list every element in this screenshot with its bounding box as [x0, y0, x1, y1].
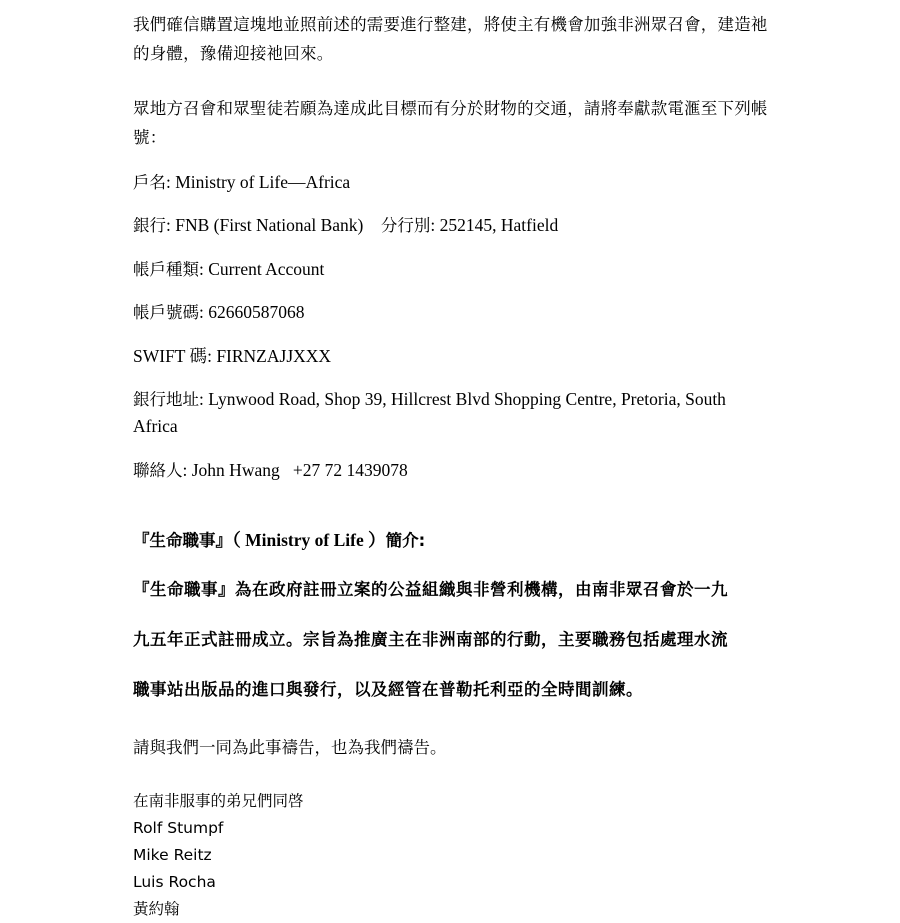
intro-heading — [133, 526, 770, 555]
bank-detail-row — [133, 212, 770, 239]
bank-label: 銀行 — [133, 216, 166, 235]
bank-value: John Hwang — [191, 459, 280, 480]
bank-value: FIRNZAJJXXX — [216, 345, 332, 366]
intro-line-2: 九五年正式註冊成立。宗旨為推廣主在非洲南部的行動，主要職務包括處理水流 — [133, 630, 728, 649]
bank-value: 62660587068 — [208, 302, 305, 322]
bank-colon: : — [199, 389, 209, 409]
bank-colon: : — [166, 171, 176, 192]
bank-extra-label: 分行別 — [380, 216, 431, 235]
bank-label: 戶名 — [133, 172, 166, 192]
bank-colon: : — [199, 302, 209, 322]
bank-colon: : — [166, 215, 176, 235]
signatory-name: Mike Reitz — [133, 846, 212, 864]
closing-line: 請與我們一同為此事禱告，也為我們禱告。 — [133, 738, 447, 757]
paragraph-2: 眾地方召會和眾聖徒若願為達成此目標而有分於財物的交通，請將奉獻款電滙至下列帳號： — [133, 99, 768, 147]
bank-extra-colon: : — [430, 215, 440, 235]
bank-colon: : — [199, 258, 209, 279]
bank-detail-row — [133, 169, 770, 196]
bank-label: 聯絡人 — [133, 460, 183, 480]
signature-intro: 在南非服事的弟兄們同啓 — [133, 792, 304, 810]
intro-line-1: 『生命職事』為在政府註冊立案的公益組織與非營利機構，由南非眾召會於一九 — [133, 580, 728, 599]
bank-value: FNB (First National Bank) — [175, 215, 364, 235]
bank-label: 帳戶種類 — [133, 259, 199, 279]
signatory-name: 黃約翰 — [133, 900, 180, 918]
intro-heading-post: 簡介: — [385, 531, 426, 550]
bank-value: Lynwood Road, Shop 39, Hillcrest Blvd Shopping Centre, Pretoria, South Africa — [133, 389, 726, 436]
bank-detail-row — [133, 299, 770, 326]
bank-colon: : — [207, 345, 217, 366]
bank-colon: : — [182, 459, 192, 480]
bank-value: Ministry of Life—Africa — [175, 171, 351, 192]
bank-detail-row — [133, 386, 770, 440]
bank-phone: +27 72 1439078 — [292, 459, 408, 480]
paragraph-gap-2 — [133, 500, 770, 526]
paragraph-gap-1 — [133, 68, 770, 94]
signature-gap — [133, 762, 770, 788]
bank-label: SWIFT 碼 — [133, 345, 208, 366]
bank-label: 銀行地址 — [133, 390, 199, 409]
bank-extra-value: 252145, Hatfield — [439, 215, 559, 235]
paragraph-1: 我們確信購置這塊地並照前述的需要進行整建，將使主有機會加強非洲眾召會，建造祂的身體，豫備迎接祂回來。 — [133, 15, 768, 63]
bank-details-block — [133, 169, 770, 484]
closing-gap — [133, 715, 770, 733]
intro-line-3: 職事站出版品的進口與發行，以及經管在普勒托利亞的全時間訓練。 — [133, 680, 643, 699]
signatory-name: Rolf Stumpf — [133, 819, 224, 837]
bank-detail-row — [133, 457, 770, 484]
bank-value: Current Account — [208, 258, 325, 279]
bank-detail-row — [133, 256, 770, 283]
intro-heading-latin: （ Ministry of Life ） — [232, 530, 386, 550]
intro-heading-pre: 『生命職事』 — [133, 531, 232, 550]
signatory-name: Luis Rocha — [133, 873, 216, 891]
bank-spacing — [363, 215, 381, 235]
bank-label: 帳戶號碼 — [133, 303, 199, 322]
bank-detail-row — [133, 343, 770, 370]
intro-gap — [133, 555, 770, 565]
bank-spacing — [280, 460, 293, 480]
